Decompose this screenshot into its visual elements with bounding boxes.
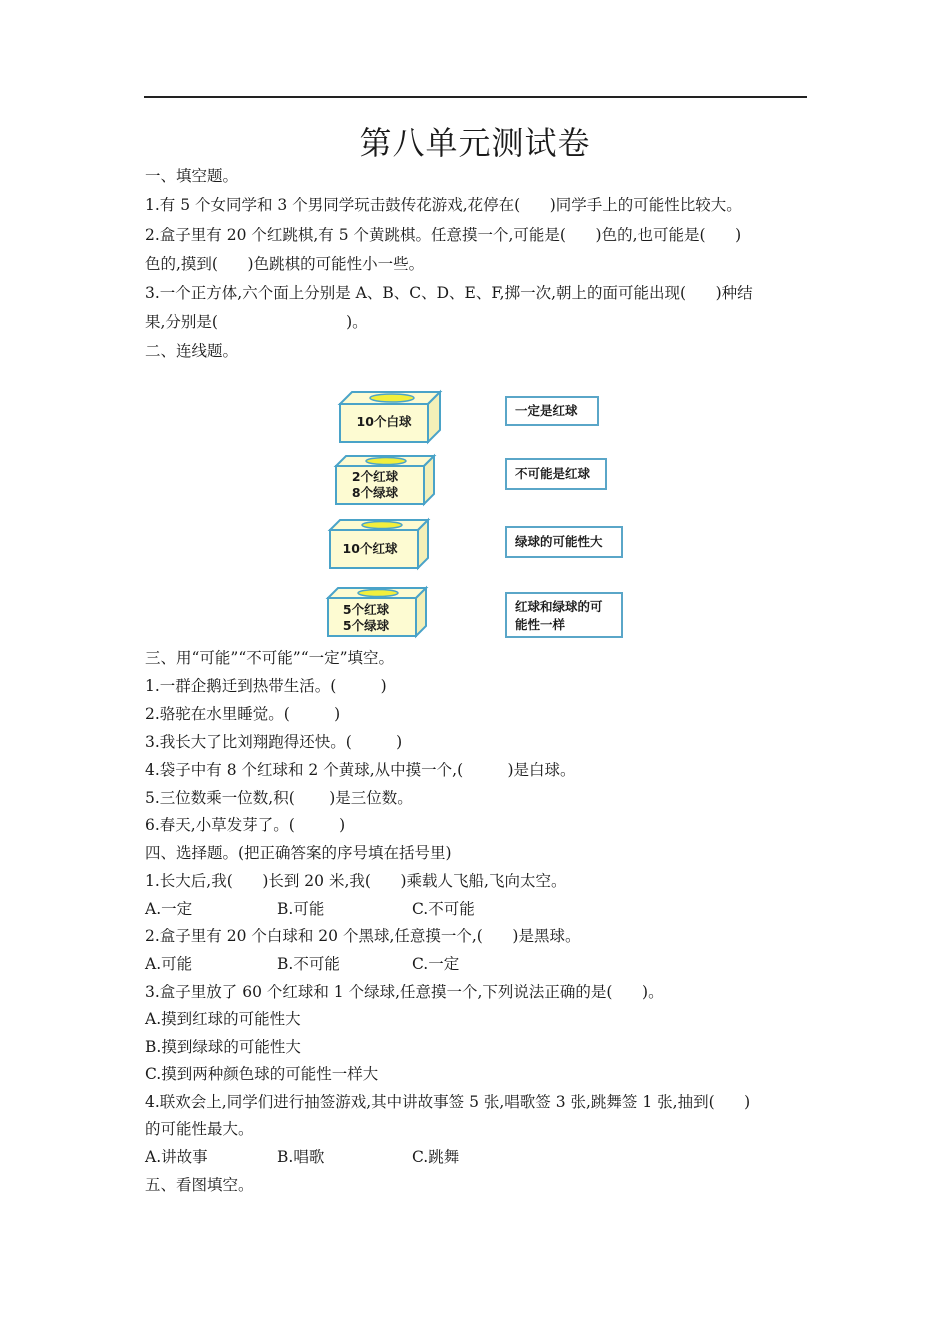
- s4-q3-option-a: A.摸到红球的可能性大: [145, 1010, 301, 1028]
- card-label: 绿球的可能性大: [515, 534, 603, 549]
- card-equal-chance[interactable]: [505, 592, 623, 638]
- box-red-green-2-8[interactable]: [336, 456, 434, 504]
- box-label-line2: 5个绿球: [342, 618, 390, 633]
- s4-q2-option-a: A.可能: [145, 955, 193, 973]
- s4-question-2: 2.盒子里有 20 个白球和 20 个黑球,任意摸一个,( )是黑球。: [145, 927, 581, 945]
- section2-heading: 二、连线题。: [145, 342, 239, 360]
- s3-item: 6.春天,小草发芽了。( ): [145, 816, 346, 834]
- s4-q4-option-a: A.讲故事: [145, 1148, 208, 1166]
- header-rule: [144, 96, 807, 98]
- s1-question-1: 1.有 5 个女同学和 3 个男同学玩击鼓传花游戏,花停在( )同学手上的可能性比较大。: [145, 196, 742, 214]
- s4-q2-option-c: C.一定: [412, 955, 460, 973]
- box-label: 10个白球: [356, 414, 412, 429]
- s4-question-3: 3.盒子里放了 60 个红球和 1 个绿球,任意摸一个,下列说法正确的是( )。: [145, 983, 664, 1001]
- section1-heading: 一、填空题。: [145, 167, 239, 185]
- s4-q2-option-b: B.不可能: [277, 955, 340, 973]
- page-title: 第八单元测试卷: [359, 124, 591, 162]
- s3-item: 2.骆驼在水里睡觉。( ): [145, 705, 341, 723]
- box-red-balls[interactable]: [330, 520, 428, 568]
- s3-item: 1.一群企鹅迁到热带生活。( ): [145, 677, 387, 695]
- box-label-line1: 2个红球: [351, 469, 399, 484]
- card-label-line1: 红球和绿球的可: [515, 599, 603, 614]
- card-label: 一定是红球: [515, 403, 578, 418]
- card-label: 不可能是红球: [515, 466, 591, 481]
- section3-heading: 三、用“可能”“不可能”“一定”填空。: [145, 649, 395, 667]
- s4-q3-option-c: C.摸到两种颜色球的可能性一样大: [145, 1065, 379, 1083]
- box-label: 10个红球: [342, 541, 398, 556]
- s1-question-3-line1: 3.一个正方体,六个面上分别是 A、B、C、D、E、F,掷一次,朝上的面可能出现( )种结: [145, 284, 753, 302]
- s4-question-4-line1: 4.联欢会上,同学们进行抽签游戏,其中讲故事签 5 张,唱歌签 3 张,跳舞签 1 张,抽到( ): [145, 1093, 751, 1111]
- s4-question-1: 1.长大后,我( )长到 20 米,我( )乘载人飞船,飞向太空。: [145, 872, 567, 890]
- box-label-line1: 5个红球: [342, 602, 390, 617]
- s1-question-2-line2: 色的,摸到( )色跳棋的可能性小一些。: [145, 255, 425, 273]
- box-red-green-5-5[interactable]: [328, 588, 426, 636]
- box-white-balls[interactable]: [340, 392, 440, 442]
- card-label-line2: 能性一样: [515, 617, 566, 632]
- box-label-line2: 8个绿球: [351, 485, 399, 500]
- s4-question-4-line2: 的可能性最大。: [145, 1120, 254, 1138]
- s1-question-2-line1: 2.盒子里有 20 个红跳棋,有 5 个黄跳棋。任意摸一个,可能是( )色的,也可能是( ): [145, 226, 742, 244]
- s4-q1-option-a: A.一定: [145, 900, 193, 918]
- s3-item: 3.我长大了比刘翔跑得还快。( ): [145, 733, 403, 751]
- s4-q4-option-c: C.跳舞: [412, 1148, 460, 1166]
- section4-heading: 四、选择题。(把正确答案的序号填在括号里): [145, 844, 452, 862]
- section5-heading: 五、看图填空。: [145, 1176, 254, 1194]
- s4-q3-option-b: B.摸到绿球的可能性大: [145, 1038, 301, 1056]
- s1-question-3-line2: 果,分别是( )。: [145, 313, 368, 331]
- card-certain-red[interactable]: [505, 396, 599, 426]
- s4-q1-option-c: C.不可能: [412, 900, 475, 918]
- s4-q1-option-b: B.可能: [277, 900, 325, 918]
- s4-q4-option-b: B.唱歌: [277, 1148, 325, 1166]
- card-green-likely[interactable]: [505, 526, 623, 558]
- card-impossible-red[interactable]: [505, 458, 607, 490]
- s3-item: 5.三位数乘一位数,积( )是三位数。: [145, 789, 413, 807]
- s3-item: 4.袋子中有 8 个红球和 2 个黄球,从中摸一个,( )是白球。: [145, 761, 576, 779]
